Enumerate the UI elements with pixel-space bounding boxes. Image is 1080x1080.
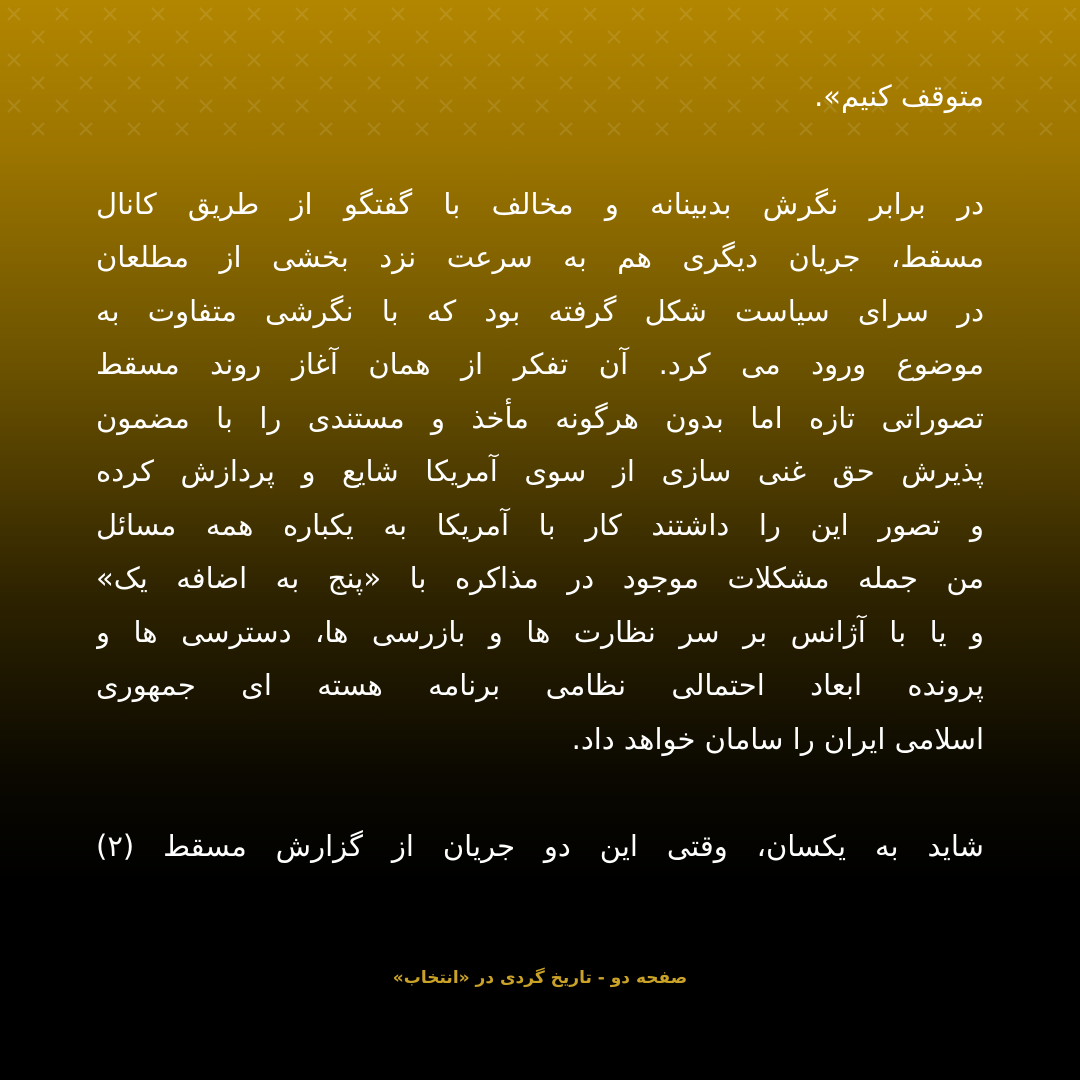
intro-line: متوقف کنیم». [814,79,984,113]
main-paragraph [96,178,984,767]
paragraph-line: مسقط، جریان دیگری هم به سرعت نزد بخشی از مطلعان [96,240,984,274]
closing-paragraph [96,820,984,874]
paragraph-line: من جمله مشکلات موجود در مذاکره با «پنج به اضافه یک» [96,561,984,595]
paragraph-spacer [96,766,984,820]
paragraph-line: موضوع ورود می کرد. آن تفکر از همان آغاز روند مسقط [96,347,984,381]
paragraph-line: و یا با آژانس بر سر نظارت ها و بازرسی ها، دسترسی ها و [96,614,984,649]
paragraph-line: در سرای سیاست شکل گرفته بود که با نگرشی متفاوت به [96,293,984,328]
article-body [96,70,984,874]
closing-line: شاید به یکسان، وقتی این دو جریان از گزارش مسقط (۲) [96,829,984,863]
paragraph-line: و تصور این را داشتند کار با آمریکا به یکباره همه مسائل [96,507,984,542]
paragraph-line: پذیرش حق غنی سازی از سوی آمریکا شایع و پردازش کرده [96,454,984,488]
page-caption: صفحه دو - تاریخ گردی در «انتخاب» [392,968,688,988]
intro-paragraph [96,70,984,124]
paragraph-line: پرونده ابعاد احتمالی نظامی برنامه هسته ای جمهوری [96,668,984,702]
paragraph-line: اسلامی ایران را سامان خواهد داد. [571,721,984,756]
paragraph-line: تصوراتی تازه اما بدون هرگونه مأخذ و مستندی را با مضمون [96,400,984,435]
paragraph-spacer [96,124,984,178]
paragraph-line: در برابر نگرش بدبینانه و مخالف با گفتگو از طریق کانال [96,186,984,221]
